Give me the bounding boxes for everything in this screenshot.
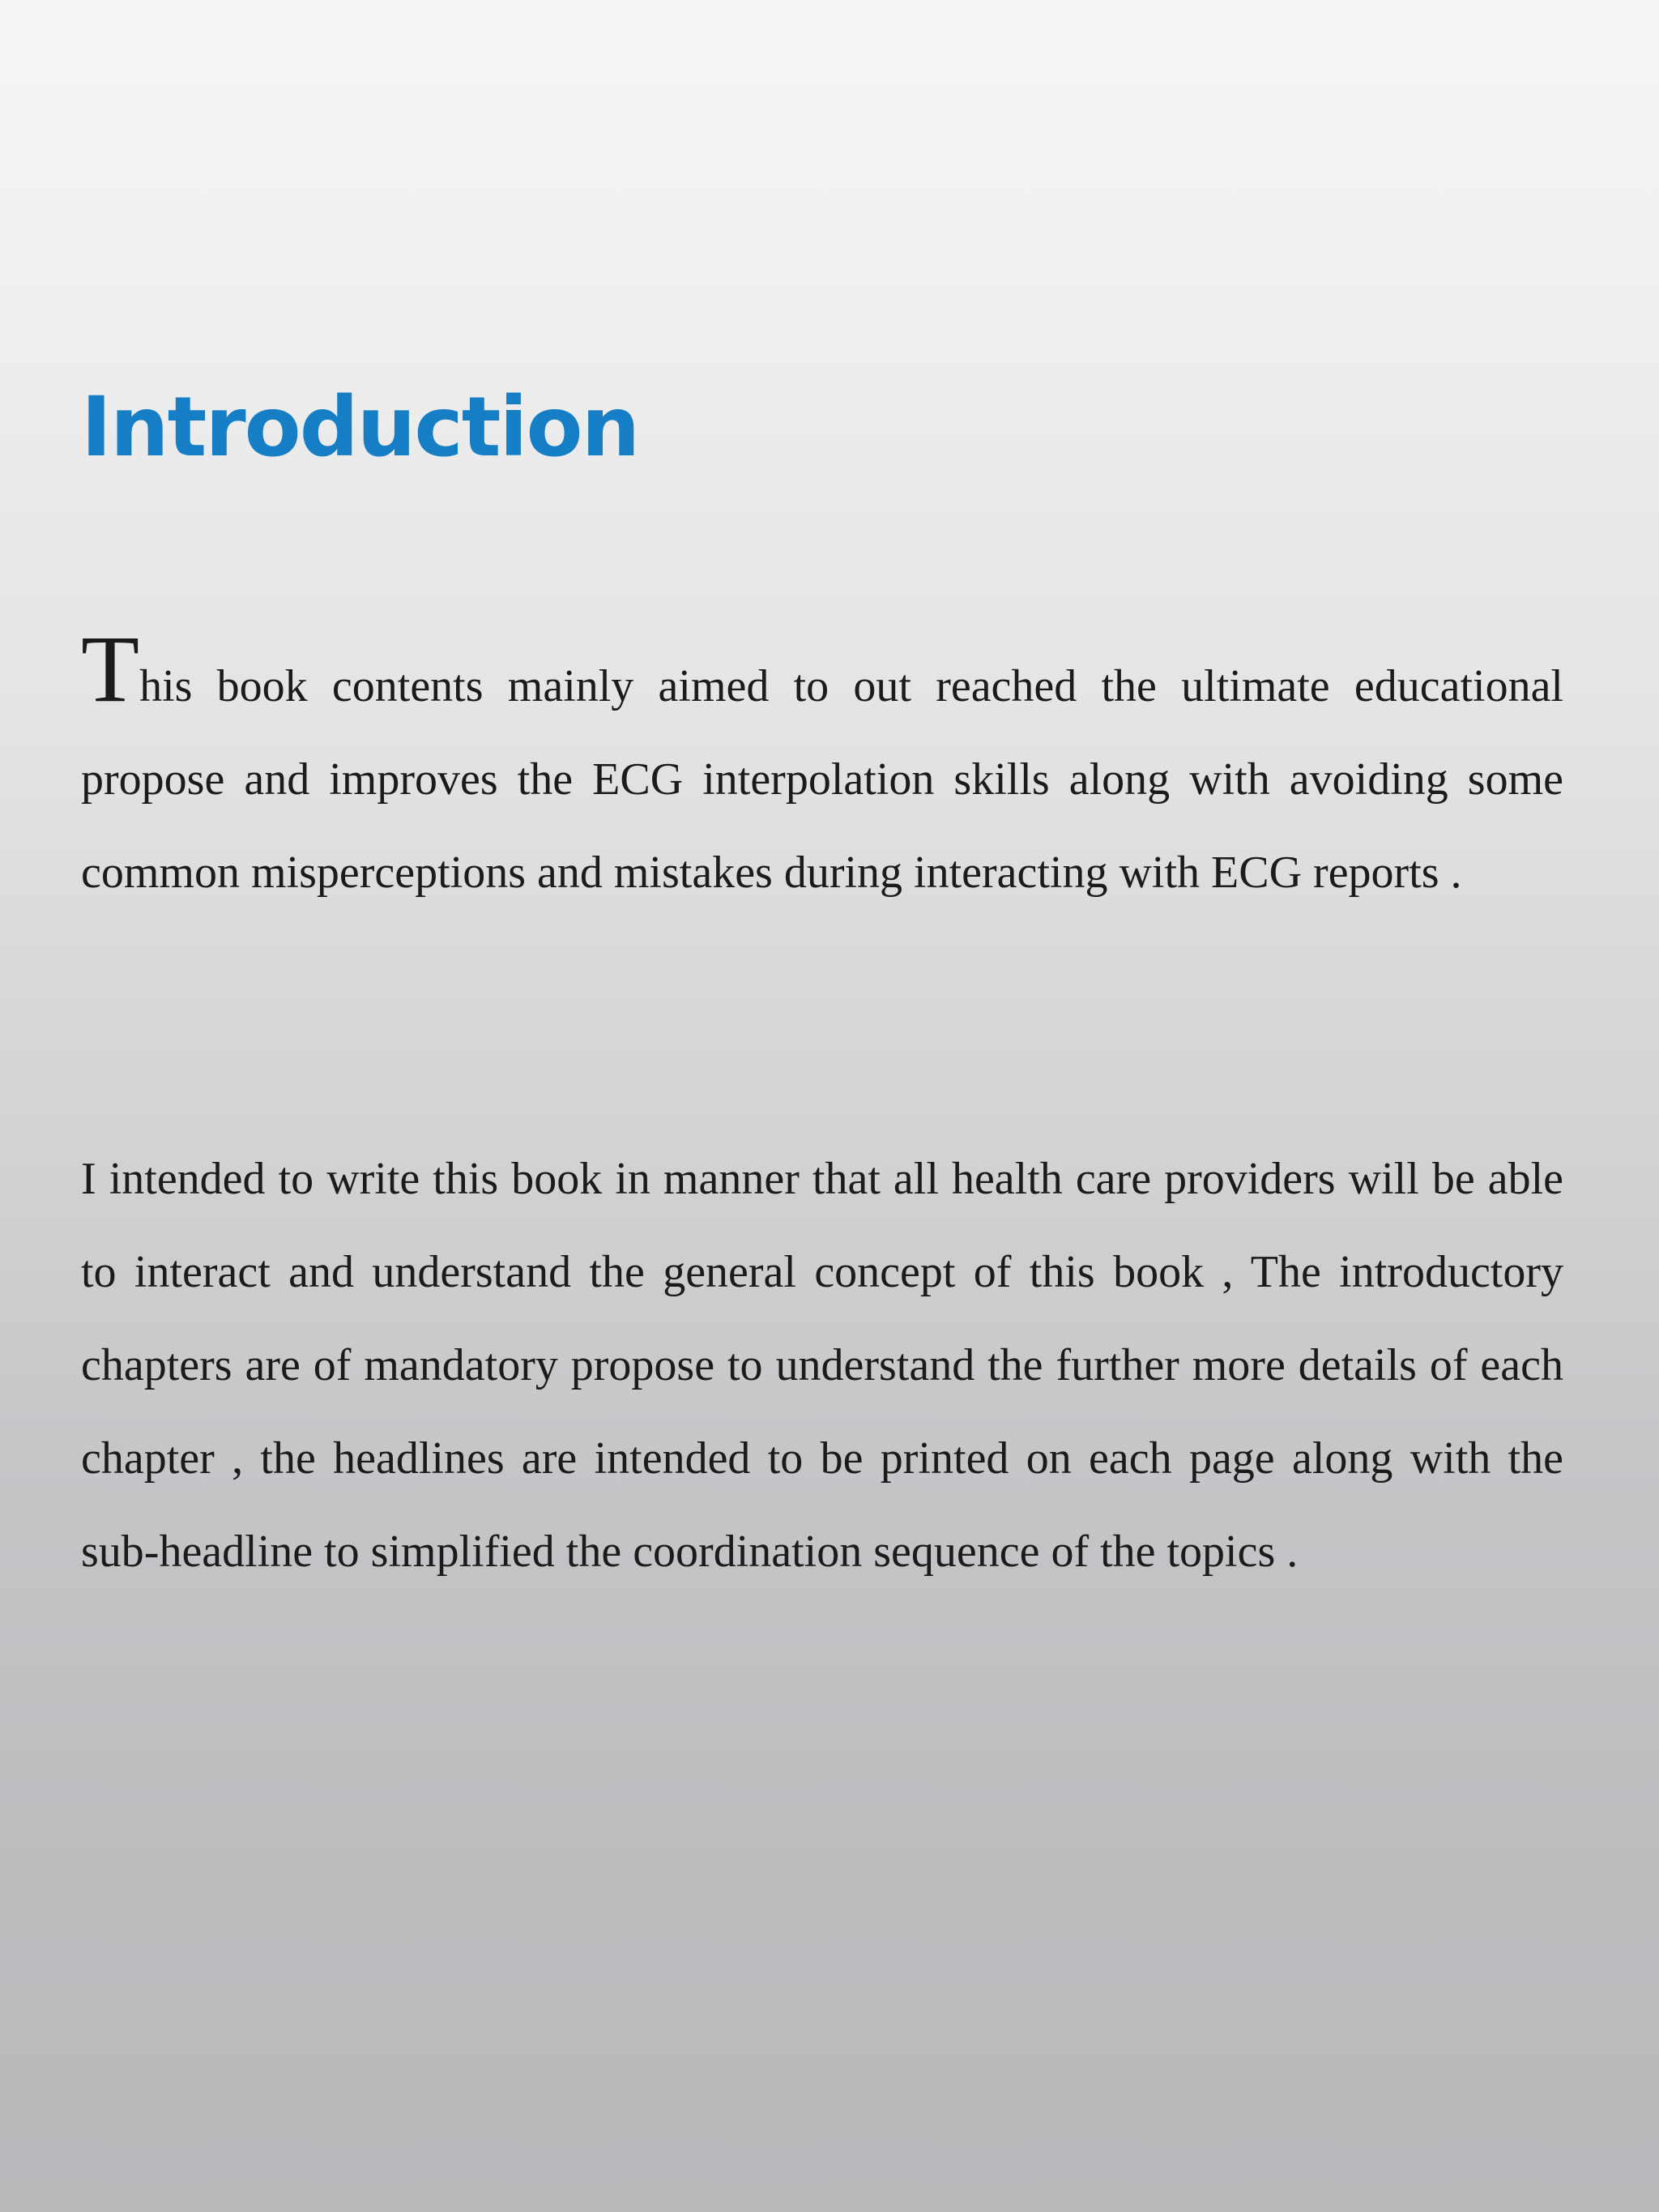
intro-paragraph-2: I intended to write this book in manner that all health care providers will be able to interact and understand the general concept of this book , The introductory chapters are of mandatory propose to understand the further more details of each chapter , the headlines are intended to be printed on each page along with the sub-headline to simplified the coordination sequence of the topics .: [81, 1154, 1563, 1577]
page-title: Introduction: [81, 379, 639, 476]
intro-paragraph-1-text: his book contents mainly aimed to out reached the ultimate educational propose and improves the ECG interpolation skills along with avoiding some common misperceptions and mistakes during interacting with ECG reports .: [81, 661, 1563, 898]
intro-paragraph-1: [81, 616, 1563, 920]
drop-cap: T: [81, 616, 140, 722]
